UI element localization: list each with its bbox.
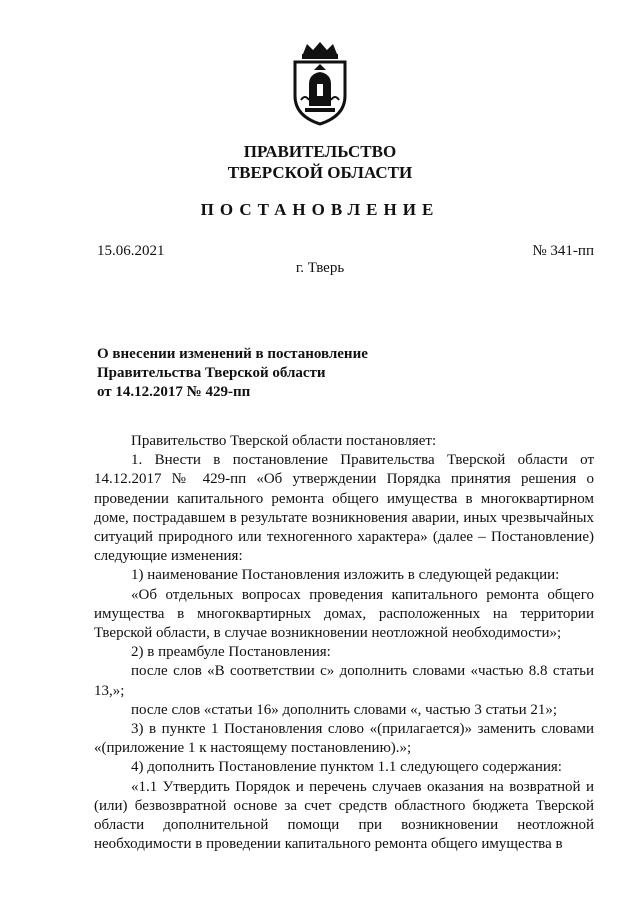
body-paragraph: после слов «статьи 16» дополнить словами «, частью 3 статьи 21»; — [131, 701, 558, 718]
body-paragraph: 3) в пункте 1 Постановления слово «(прилагается)» заменить словами «(приложение 1 к настоящему постановлению).»; — [94, 721, 594, 757]
body-paragraph: после слов «В соответствии с» дополнить словами «частью 8.8 статьи 13,»; — [94, 663, 594, 699]
subject-line: Правительства Тверской области — [97, 365, 326, 381]
organization-name-line2: ТВЕРСКОЙ ОБЛАСТИ — [227, 163, 413, 182]
document-subject — [97, 345, 368, 402]
body-paragraph: 1. Внести в постановление Правительства Тверской области от 14.12.2017 № 429-пп «Об утверждении Порядка принятия решения о проведении капитального ремонта общего имущества в многоквартирном доме, пострадавшем в результате возникновения аварии, иных чрезвычайных ситуаций природного или техногенного характера» (далее – Постановление) следующие изменения: — [94, 452, 594, 565]
document-body — [94, 432, 594, 854]
organization-name-line1: ПРАВИТЕЛЬСТВО — [243, 142, 397, 161]
body-paragraph: Правительство Тверской области постановляет: — [131, 433, 437, 449]
subject-line: О внесении изменений в постановление — [97, 346, 368, 362]
body-paragraph: 4) дополнить Постановление пунктом 1.1 следующего содержания: — [131, 759, 562, 776]
document-number: № 341-пп — [532, 243, 594, 259]
subject-line: от 14.12.2017 № 429-пп — [97, 384, 251, 400]
body-paragraph: «1.1 Утвердить Порядок и перечень случаев оказания на возвратной и (или) безвозвратной основе за счет средств областного бюджета Тверской области дополнительной помощи при возникновении неотложной необходимости в проведении капитального ремонта общего имущества в — [94, 778, 594, 853]
body-paragraph: 1) наименование Постановления изложить в следующей редакции: — [131, 567, 560, 584]
coat-of-arms-emblem — [289, 40, 351, 126]
body-paragraph: 2) в преамбуле Постановления: — [131, 644, 331, 661]
document-type-title: ПОСТАНОВЛЕНИЕ — [200, 200, 440, 219]
body-paragraph: «Об отдельных вопросах проведения капитального ремонта общего имущества в многоквартирных домах, расположенных на территории Тверской области, в случае возникновении неотложной необходимости»; — [94, 586, 594, 642]
document-city: г. Тверь — [295, 260, 345, 276]
document-date: 15.06.2021 — [97, 243, 165, 259]
